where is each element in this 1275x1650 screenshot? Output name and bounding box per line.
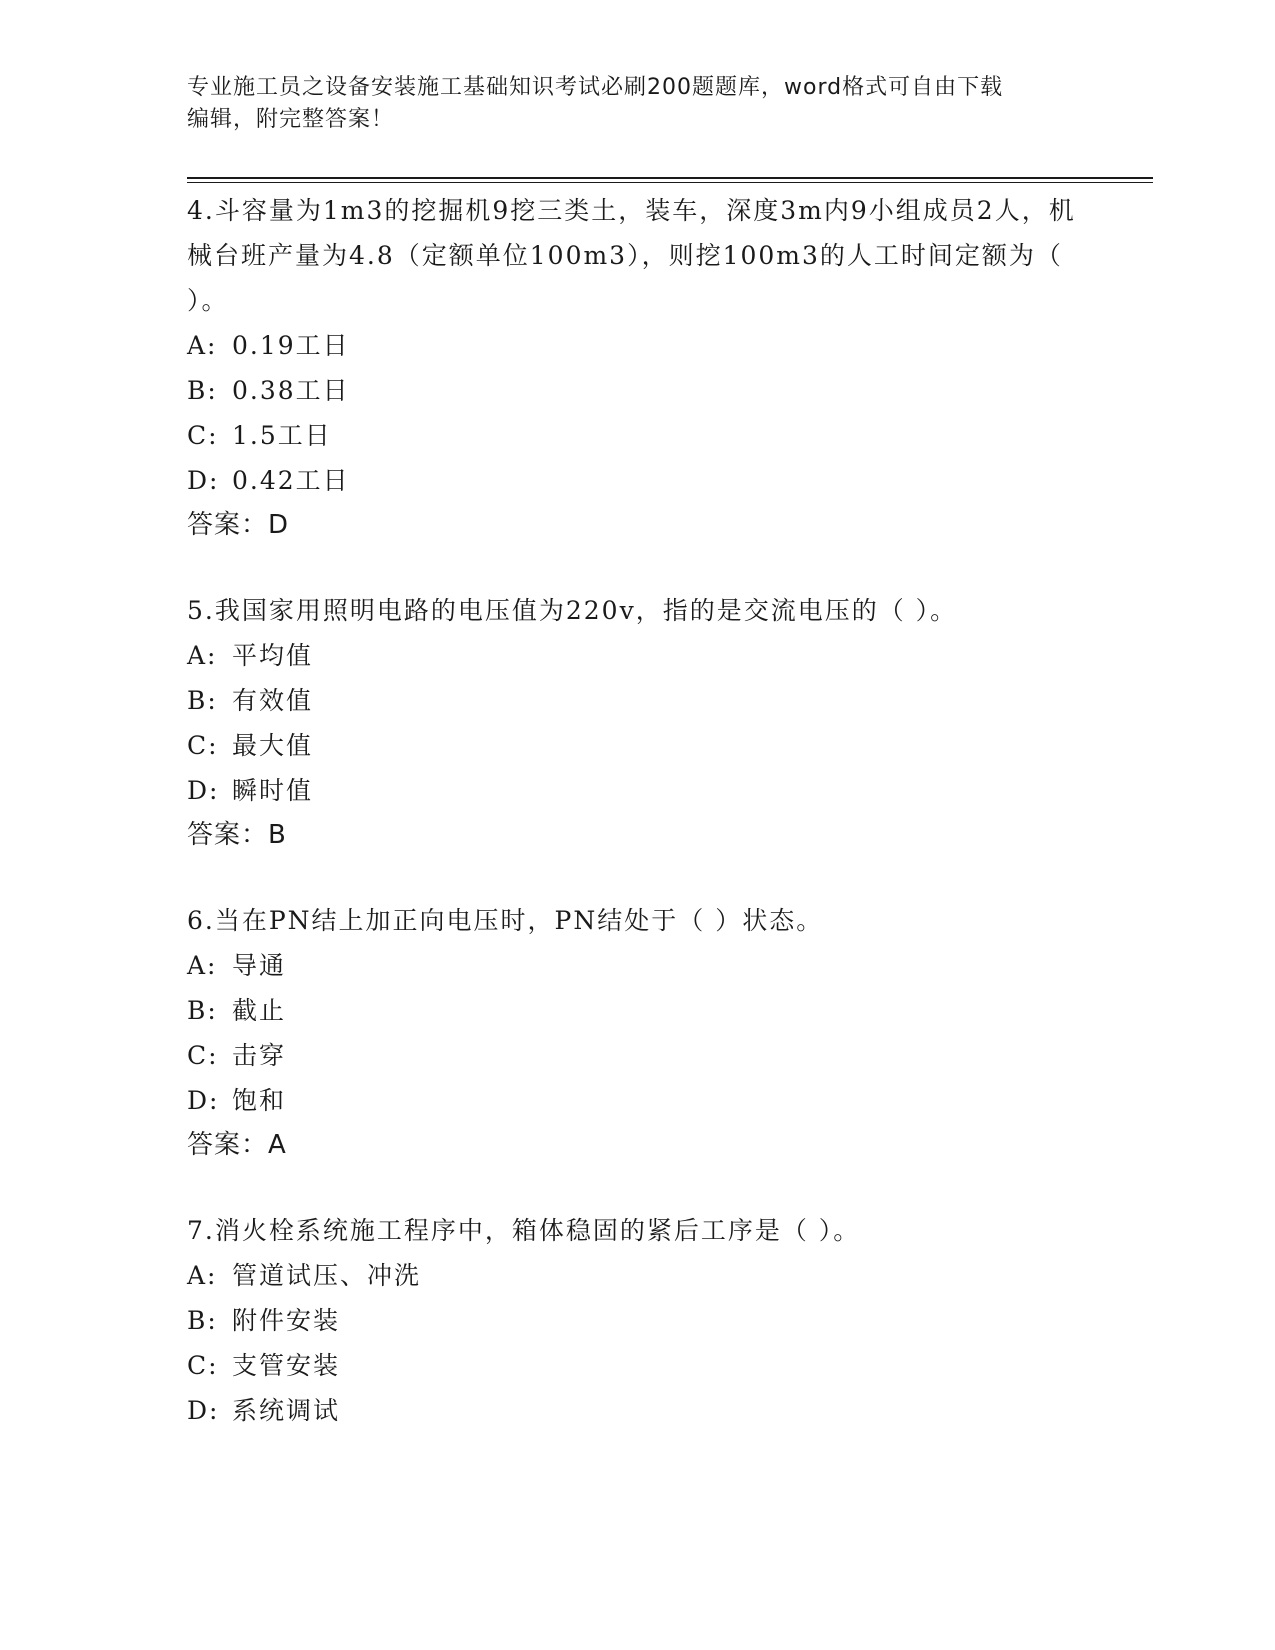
option-key: B:	[187, 376, 218, 405]
option-text: 击穿	[232, 1041, 287, 1070]
option-d	[187, 768, 1087, 813]
question-list	[187, 188, 1087, 1473]
option-key: A:	[187, 641, 218, 670]
question-5	[187, 588, 1087, 858]
option-c	[187, 1033, 1087, 1078]
option-key: C:	[187, 731, 219, 760]
option-a	[187, 633, 1087, 678]
option-text: 导通	[232, 951, 287, 980]
option-b	[187, 368, 1087, 413]
option-c	[187, 723, 1087, 768]
option-a	[187, 323, 1087, 368]
question-7	[187, 1208, 1087, 1433]
option-key: D:	[187, 776, 220, 805]
option-text: 截止	[232, 996, 287, 1025]
option-b	[187, 1298, 1087, 1343]
option-key: A:	[187, 1261, 218, 1290]
answer-label: 答案：D	[187, 510, 290, 540]
option-text: 附件安装	[232, 1306, 341, 1335]
header-line-2: 编辑，附完整答案！	[187, 107, 395, 132]
option-c	[187, 413, 1087, 458]
question-stem: 5.我国家用照明电路的电压值为220v，指的是交流电压的（ ）。	[187, 596, 958, 625]
header-divider-thin	[187, 182, 1153, 183]
option-key: C:	[187, 421, 219, 450]
option-key: D:	[187, 466, 220, 495]
option-text: 有效值	[232, 686, 314, 715]
option-text: 平均值	[232, 641, 314, 670]
option-text: 瞬时值	[232, 776, 314, 805]
option-b	[187, 678, 1087, 723]
option-key: A:	[187, 331, 218, 360]
question-6	[187, 898, 1087, 1168]
question-4	[187, 188, 1087, 548]
option-key: C:	[187, 1351, 219, 1380]
question-stem: 7.消火栓系统施工程序中，箱体稳固的紧后工序是（ ）。	[187, 1216, 861, 1245]
option-a	[187, 943, 1087, 988]
option-text: 系统调试	[232, 1396, 341, 1425]
option-key: D:	[187, 1086, 220, 1115]
option-key: D:	[187, 1396, 220, 1425]
option-c	[187, 1343, 1087, 1388]
option-key: B:	[187, 996, 218, 1025]
option-text: 饱和	[232, 1086, 287, 1115]
answer-label: 答案：B	[187, 820, 287, 850]
option-d	[187, 458, 1087, 503]
option-text: 管道试压、冲洗	[232, 1261, 422, 1290]
option-key: B:	[187, 1306, 218, 1335]
header-line-1: 专业施工员之设备安装施工基础知识考试必刷200题题库，word格式可自由下载	[187, 75, 1004, 100]
document-header	[187, 72, 1087, 136]
option-text: 支管安装	[232, 1351, 341, 1380]
question-stem: 4.斗容量为1m3的挖掘机9挖三类土，装车，深度3m内9小组成员2人，机械台班产量为4.8（定额单位100m3），则挖100m3的人工时间定额为（ ）。	[187, 196, 1076, 315]
option-text: 0.19工日	[232, 331, 350, 360]
option-key: A:	[187, 951, 218, 980]
option-key: C:	[187, 1041, 219, 1070]
option-text: 1.5工日	[232, 421, 332, 450]
option-d	[187, 1388, 1087, 1433]
question-stem: 6.当在PN结上加正向电压时，PN结处于（ ）状态。	[187, 906, 824, 935]
option-key: B:	[187, 686, 218, 715]
option-d	[187, 1078, 1087, 1123]
option-a	[187, 1253, 1087, 1298]
answer-label: 答案：A	[187, 1130, 287, 1160]
header-divider-thick	[187, 177, 1153, 179]
option-text: 0.42工日	[232, 466, 350, 495]
option-text: 最大值	[232, 731, 314, 760]
option-text: 0.38工日	[232, 376, 350, 405]
option-b	[187, 988, 1087, 1033]
